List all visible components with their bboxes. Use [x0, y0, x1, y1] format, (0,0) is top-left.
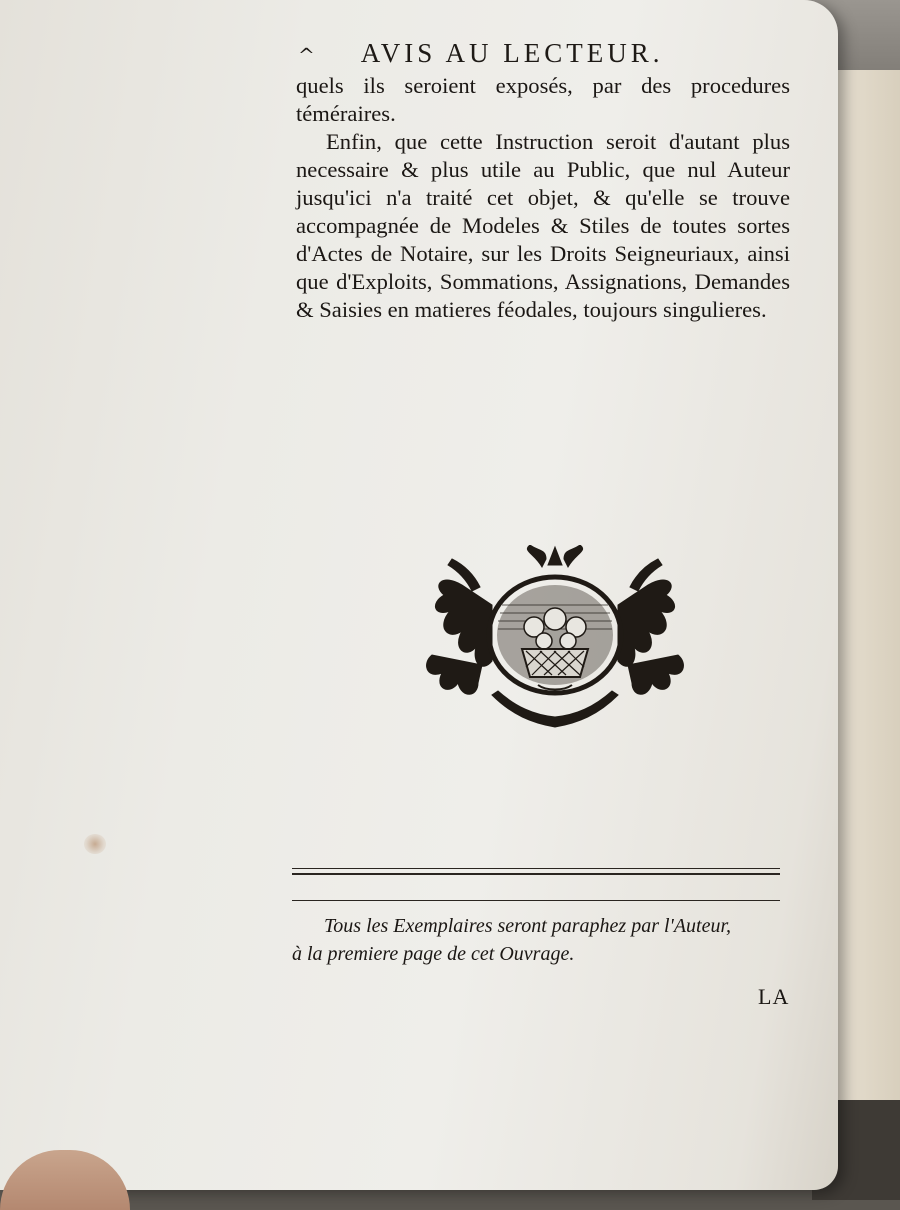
footnote-rule-thick — [292, 873, 780, 875]
paragraph-1: quels ils seroient exposés, par des procedures téméraires. — [296, 73, 790, 126]
footnote — [292, 912, 788, 968]
catchword: LA — [758, 984, 790, 1009]
footnote-line-1: Tous les Exemplaires seront paraphez par l'Auteur, — [324, 915, 732, 937]
running-head-mark: ^ — [298, 43, 315, 67]
foxing-stain — [84, 834, 106, 854]
running-head — [298, 38, 748, 69]
paragraph-2: Enfin, que cette Instruction seroit d'autant plus necessaire & plus utile au Public, que nul Auteur jusqu'ici n'a traité cet objet, & qu'elle se trouve accompagnée de Modeles & Stiles de toutes sortes d'Actes de Notaire, sur les Droits Seigneuriaux, ainsi que d'Exploits, Sommations, Assignations, Demandes & Saisies en matieres féodales, toujours singulieres. — [296, 129, 790, 322]
body-text — [296, 72, 790, 324]
running-head-title: AVIS AU LECTEUR. — [360, 38, 664, 68]
footnote-rule-top — [292, 868, 780, 869]
footnote-line-2: à la premiere page de cet Ouvrage. — [292, 943, 575, 965]
footnote-rule-bottom — [292, 900, 780, 901]
floral-basket-vignette-icon — [422, 545, 688, 730]
